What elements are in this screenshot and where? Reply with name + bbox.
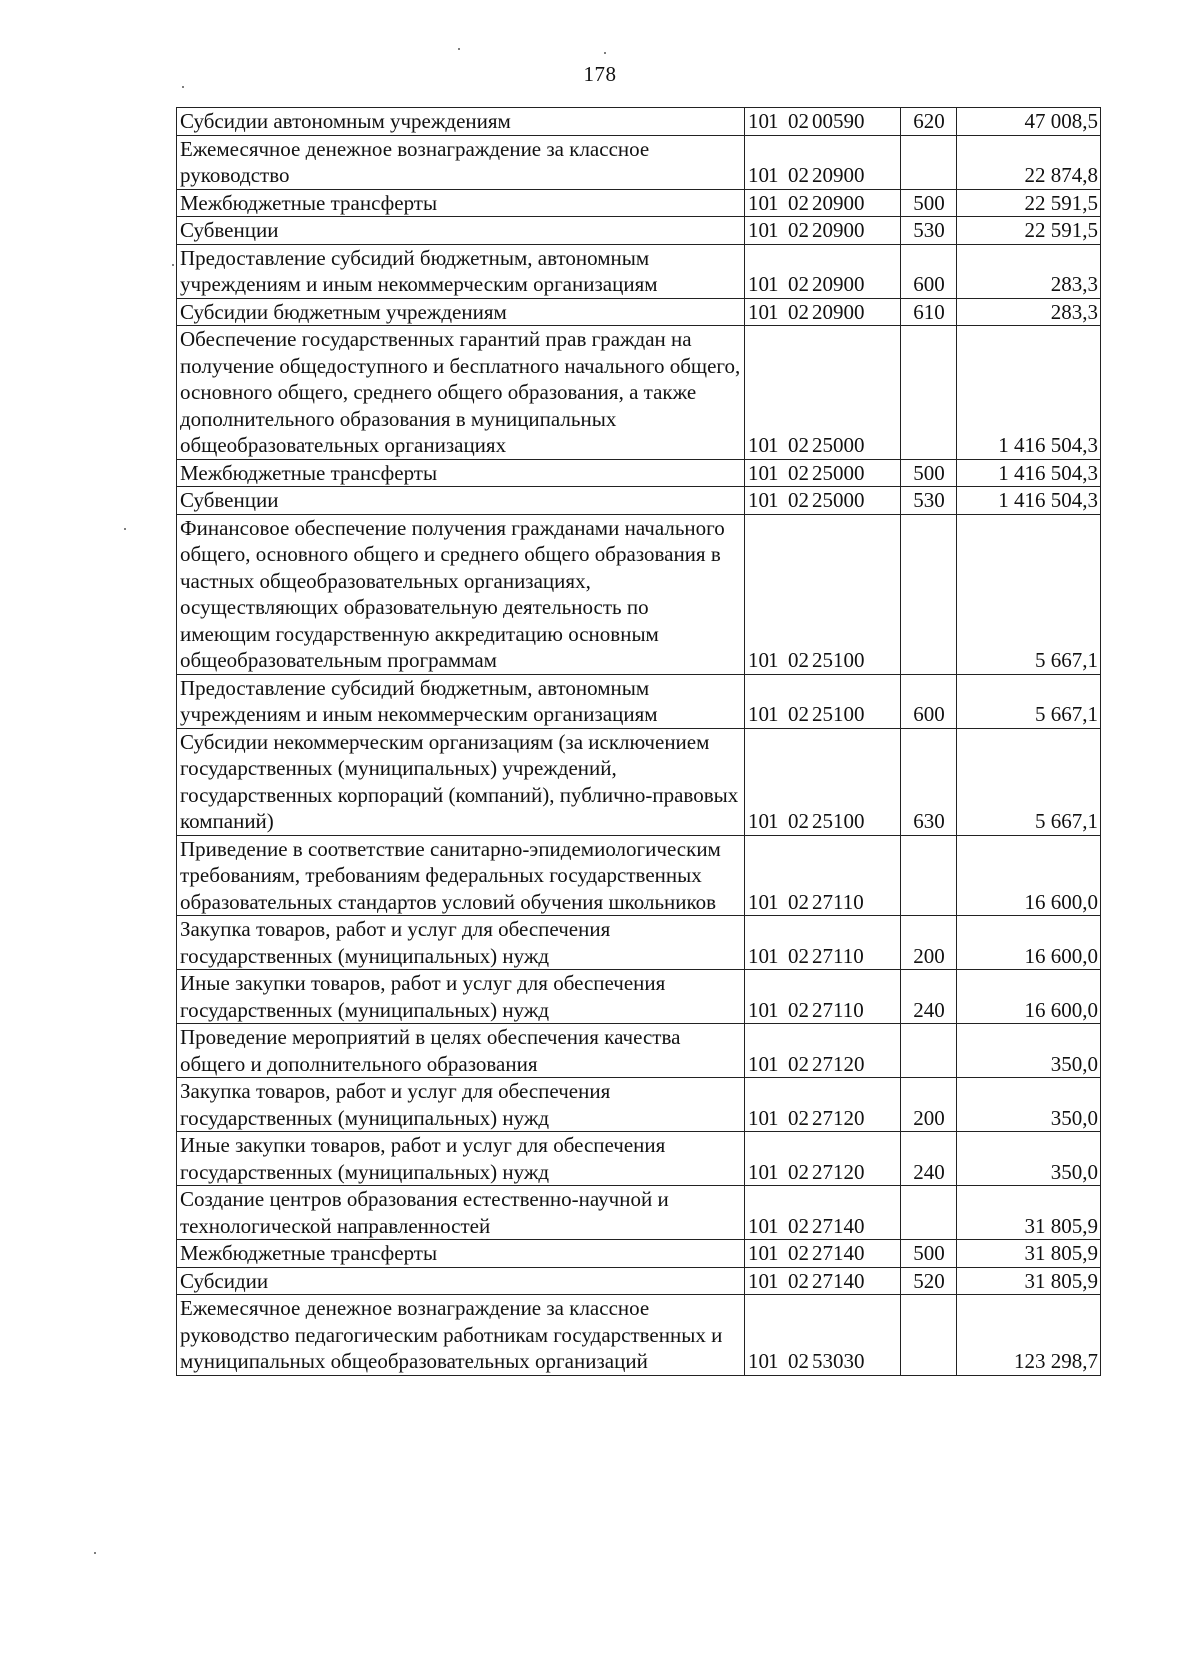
- row-name: Иные закупки товаров, работ и услуг для обеспечения государственных (муниципальных) нужд: [177, 970, 745, 1024]
- row-code-section: 10: [748, 460, 769, 485]
- row-code-sub2: 02: [788, 889, 809, 914]
- row-code: [745, 487, 901, 515]
- row-code-sub2: 02: [788, 433, 809, 457]
- row-code-sub2: 02: [788, 218, 809, 242]
- row-amount: 22 874,8: [957, 135, 1101, 189]
- row-code-sub1: 1: [768, 433, 779, 457]
- table-row: [177, 108, 1101, 136]
- row-expense-type: 520: [901, 1267, 957, 1295]
- row-code: [745, 217, 901, 245]
- row-expense-type: 600: [901, 244, 957, 298]
- row-code-sub2: 02: [788, 702, 809, 726]
- row-amount: 350,0: [957, 1024, 1101, 1078]
- row-name: Межбюджетные трансферты: [177, 189, 745, 217]
- row-expense-type: 240: [901, 970, 957, 1024]
- table-row: [177, 970, 1101, 1024]
- row-code-sub2: 02: [788, 109, 809, 133]
- row-code-code: 00590: [812, 109, 865, 133]
- row-code-code: 20900: [812, 218, 865, 242]
- row-code-section: 10: [748, 997, 769, 1022]
- row-code-code: 25000: [812, 460, 865, 485]
- row-amount: 31 805,9: [957, 1186, 1101, 1240]
- budget-table-body: [177, 108, 1101, 1376]
- row-code-section: 10: [748, 889, 769, 914]
- row-code-sub1: 1: [768, 1213, 779, 1238]
- table-row: [177, 1078, 1101, 1132]
- row-code-section: 10: [748, 1241, 769, 1265]
- row-code-section: 10: [748, 488, 769, 512]
- row-code-sub1: 1: [768, 1105, 779, 1130]
- row-expense-type: 610: [901, 298, 957, 326]
- table-row: [177, 189, 1101, 217]
- row-code-code: 27120: [812, 1159, 865, 1184]
- row-code-sub1: 1: [768, 702, 779, 726]
- row-amount: 31 805,9: [957, 1240, 1101, 1268]
- budget-table: [176, 107, 1101, 1376]
- row-expense-type: [901, 514, 957, 674]
- table-row: [177, 1132, 1101, 1186]
- row-amount: 123 298,7: [957, 1295, 1101, 1376]
- row-code-code: 25000: [812, 433, 865, 457]
- row-code-sub2: 02: [788, 1105, 809, 1130]
- row-code: [745, 970, 901, 1024]
- table-row: [177, 244, 1101, 298]
- page-number: 178: [583, 62, 617, 86]
- row-expense-type: [901, 1295, 957, 1376]
- row-code-sub2: 02: [788, 997, 809, 1022]
- row-expense-type: 500: [901, 189, 957, 217]
- row-code-sub1: 1: [768, 460, 779, 485]
- row-name: Закупка товаров, работ и услуг для обеспечения государственных (муниципальных) нужд: [177, 916, 745, 970]
- row-name: Субсидии некоммерческим организациям (за исключением государственных (муниципальных) учреждений, государственных корпораций (компаний), публично-правовых компаний): [177, 728, 745, 835]
- table-row: [177, 916, 1101, 970]
- row-name: Субвенции: [177, 487, 745, 515]
- row-code: [745, 108, 901, 136]
- row-code: [745, 1132, 901, 1186]
- row-code: [745, 674, 901, 728]
- row-code-section: 10: [748, 109, 769, 133]
- row-name: Создание центров образования естественно-научной и технологической направленностей: [177, 1186, 745, 1240]
- row-code-section: 10: [748, 1213, 769, 1238]
- row-code-code: 25100: [812, 648, 865, 672]
- row-name: Обеспечение государственных гарантий прав граждан на получение общедоступного и бесплатного начального общего, основного общего, среднего общего образования, а также дополнительного образования в муниципальных общеобразовательных организациях: [177, 326, 745, 460]
- row-amount: 1 416 504,3: [957, 459, 1101, 487]
- row-code-code: 27120: [812, 1105, 865, 1130]
- row-code-section: 10: [748, 702, 769, 726]
- row-code: [745, 728, 901, 835]
- row-name: Межбюджетные трансферты: [177, 1240, 745, 1268]
- row-expense-type: 500: [901, 459, 957, 487]
- row-code-code: 20900: [812, 163, 865, 187]
- row-code-sub1: 1: [768, 163, 779, 187]
- row-name: Межбюджетные трансферты: [177, 459, 745, 487]
- row-name: Субсидии: [177, 1267, 745, 1295]
- row-amount: 283,3: [957, 244, 1101, 298]
- scan-speck: [124, 528, 126, 530]
- scan-speck: [94, 1552, 96, 1554]
- table-row: [177, 326, 1101, 460]
- row-amount: 5 667,1: [957, 674, 1101, 728]
- row-code-sub2: 02: [788, 809, 809, 833]
- row-name: Субвенции: [177, 217, 745, 245]
- row-amount: 1 416 504,3: [957, 487, 1101, 515]
- row-code-sub2: 02: [788, 488, 809, 512]
- row-code-code: 20900: [812, 272, 865, 296]
- row-code-code: 20900: [812, 190, 865, 215]
- row-code-code: 27120: [812, 1051, 865, 1076]
- row-code-sub2: 02: [788, 190, 809, 215]
- row-code-sub1: 1: [768, 1241, 779, 1265]
- row-code-sub1: 1: [768, 1159, 779, 1184]
- row-code: [745, 1240, 901, 1268]
- row-name: Закупка товаров, работ и услуг для обеспечения государственных (муниципальных) нужд: [177, 1078, 745, 1132]
- row-code-section: 10: [748, 809, 769, 833]
- row-code-sub2: 02: [788, 943, 809, 968]
- row-code: [745, 1024, 901, 1078]
- row-code: [745, 326, 901, 460]
- row-code-sub2: 02: [788, 1241, 809, 1265]
- row-code: [745, 298, 901, 326]
- table-row: [177, 1024, 1101, 1078]
- row-code-sub1: 1: [768, 648, 779, 672]
- row-code-sub2: 02: [788, 460, 809, 485]
- row-amount: 16 600,0: [957, 970, 1101, 1024]
- row-code: [745, 1267, 901, 1295]
- row-name: Субсидии автономным учреждениям: [177, 108, 745, 136]
- table-row: [177, 1240, 1101, 1268]
- row-expense-type: 600: [901, 674, 957, 728]
- row-name: Субсидии бюджетным учреждениям: [177, 298, 745, 326]
- row-amount: 350,0: [957, 1132, 1101, 1186]
- row-expense-type: 620: [901, 108, 957, 136]
- row-name: Ежемесячное денежное вознаграждение за классное руководство педагогическим работникам государственных и муниципальных общеобразовательных организаций: [177, 1295, 745, 1376]
- row-expense-type: 500: [901, 1240, 957, 1268]
- row-code-sub2: 02: [788, 1051, 809, 1076]
- row-code-section: 10: [748, 1159, 769, 1184]
- row-code-sub1: 1: [768, 943, 779, 968]
- row-code-section: 10: [748, 218, 769, 242]
- row-code-code: 27110: [812, 997, 864, 1022]
- row-name: Ежемесячное денежное вознаграждение за классное руководство: [177, 135, 745, 189]
- row-code-sub1: 1: [768, 809, 779, 833]
- row-amount: 283,3: [957, 298, 1101, 326]
- row-name: Проведение мероприятий в целях обеспечения качества общего и дополнительного образования: [177, 1024, 745, 1078]
- row-code-sub1: 1: [768, 190, 779, 215]
- table-row: [177, 487, 1101, 515]
- row-amount: 5 667,1: [957, 728, 1101, 835]
- row-code: [745, 1295, 901, 1376]
- row-code-code: 27140: [812, 1268, 865, 1293]
- row-code-sub1: 1: [768, 218, 779, 242]
- table-row: [177, 298, 1101, 326]
- row-code-sub2: 02: [788, 299, 809, 324]
- table-row: [177, 1267, 1101, 1295]
- row-expense-type: [901, 835, 957, 916]
- row-code-sub2: 02: [788, 1268, 809, 1293]
- row-code-section: 10: [748, 1349, 769, 1373]
- row-amount: 16 600,0: [957, 916, 1101, 970]
- row-expense-type: 530: [901, 487, 957, 515]
- row-code: [745, 189, 901, 217]
- row-amount: 47 008,5: [957, 108, 1101, 136]
- row-code-sub2: 02: [788, 1213, 809, 1238]
- row-code-sub2: 02: [788, 272, 809, 296]
- row-amount: 31 805,9: [957, 1267, 1101, 1295]
- row-code-code: 20900: [812, 299, 865, 324]
- row-code: [745, 916, 901, 970]
- row-code-code: 27140: [812, 1241, 865, 1265]
- row-code-sub1: 1: [768, 272, 779, 296]
- row-code-section: 10: [748, 163, 769, 187]
- row-expense-type: [901, 1024, 957, 1078]
- row-code-code: 25000: [812, 488, 865, 512]
- table-row: [177, 674, 1101, 728]
- row-code-sub2: 02: [788, 163, 809, 187]
- scan-speck: [458, 48, 460, 50]
- row-code-section: 10: [748, 1105, 769, 1130]
- row-code-sub1: 1: [768, 488, 779, 512]
- table-row: [177, 459, 1101, 487]
- row-code-sub2: 02: [788, 1349, 809, 1373]
- row-amount: 16 600,0: [957, 835, 1101, 916]
- row-amount: 350,0: [957, 1078, 1101, 1132]
- table-row: [177, 1186, 1101, 1240]
- row-amount: 22 591,5: [957, 189, 1101, 217]
- row-code-sub1: 1: [768, 1349, 779, 1373]
- row-code-sub1: 1: [768, 997, 779, 1022]
- row-code: [745, 459, 901, 487]
- row-code-section: 10: [748, 190, 769, 215]
- row-code: [745, 1078, 901, 1132]
- table-row: [177, 1295, 1101, 1376]
- row-code-code: 25100: [812, 702, 865, 726]
- row-amount: 1 416 504,3: [957, 326, 1101, 460]
- scan-speck: [604, 52, 606, 54]
- row-name: Предоставление субсидий бюджетным, автономным учреждениям и иным некоммерческим организациям: [177, 244, 745, 298]
- row-expense-type: 200: [901, 1078, 957, 1132]
- scan-speck: [172, 264, 174, 266]
- row-name: Иные закупки товаров, работ и услуг для обеспечения государственных (муниципальных) нужд: [177, 1132, 745, 1186]
- row-code: [745, 244, 901, 298]
- row-code-section: 10: [748, 433, 769, 457]
- row-amount: 5 667,1: [957, 514, 1101, 674]
- row-expense-type: [901, 326, 957, 460]
- row-name: Предоставление субсидий бюджетным, автономным учреждениям и иным некоммерческим организациям: [177, 674, 745, 728]
- row-expense-type: [901, 1186, 957, 1240]
- row-name: Финансовое обеспечение получения гражданами начального общего, основного общего и среднего общего образования в частных общеобразовательных организациях, осуществляющих образовательную деятельность по имеющим государственную аккредитацию основным общеобразовательным программам: [177, 514, 745, 674]
- row-code-sub1: 1: [768, 109, 779, 133]
- row-code-code: 27140: [812, 1213, 865, 1238]
- table-row: [177, 835, 1101, 916]
- table-row: [177, 728, 1101, 835]
- table-row: [177, 135, 1101, 189]
- row-code-sub1: 1: [768, 1051, 779, 1076]
- row-expense-type: 240: [901, 1132, 957, 1186]
- table-row: [177, 217, 1101, 245]
- row-code-code: 25100: [812, 809, 865, 833]
- table-row: [177, 514, 1101, 674]
- row-code: [745, 514, 901, 674]
- row-code-section: 10: [748, 1268, 769, 1293]
- row-expense-type: 530: [901, 217, 957, 245]
- row-code-section: 10: [748, 1051, 769, 1076]
- row-code-sub1: 1: [768, 1268, 779, 1293]
- row-code-sub1: 1: [768, 889, 779, 914]
- row-code: [745, 1186, 901, 1240]
- row-expense-type: 200: [901, 916, 957, 970]
- row-code-code: 27110: [812, 889, 864, 914]
- row-name: Приведение в соответствие санитарно-эпидемиологическим требованиям, требованиям федеральных государственных образовательных стандартов условий обучения школьников: [177, 835, 745, 916]
- row-code-section: 10: [748, 299, 769, 324]
- row-code-code: 53030: [812, 1349, 865, 1373]
- row-code-section: 10: [748, 648, 769, 672]
- scan-speck: [182, 86, 184, 88]
- row-code-code: 27110: [812, 943, 864, 968]
- row-amount: 22 591,5: [957, 217, 1101, 245]
- row-code-section: 10: [748, 943, 769, 968]
- row-code: [745, 135, 901, 189]
- row-code-section: 10: [748, 272, 769, 296]
- row-code: [745, 835, 901, 916]
- row-expense-type: 630: [901, 728, 957, 835]
- row-code-sub1: 1: [768, 299, 779, 324]
- row-code-sub2: 02: [788, 648, 809, 672]
- row-code-sub2: 02: [788, 1159, 809, 1184]
- row-expense-type: [901, 135, 957, 189]
